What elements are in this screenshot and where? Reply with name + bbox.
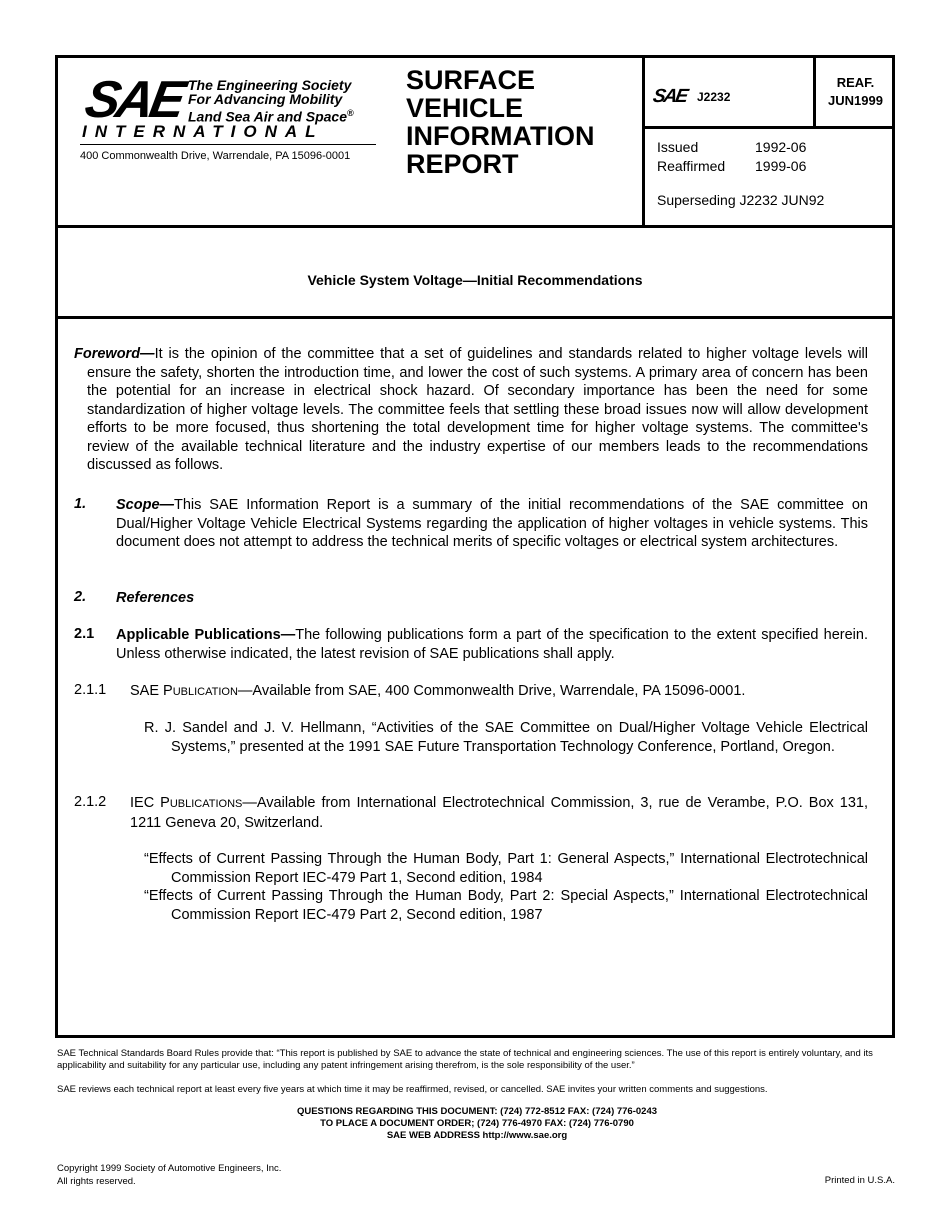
international-wordmark: INTERNATIONAL [82,122,324,141]
sae-small-logo: SAE [651,86,689,107]
doc-number: J2232 [697,90,731,104]
sae-logo: SAE [80,71,187,129]
section-sae-publication: 2.1.1 SAE PUBLICATION—Available from SAE, 400 Commonwealth Drive, Warrendale, PA 15096-0001. [74,682,746,699]
standards-board-rules: SAE Technical Standards Board Rules provide that: “This report is published by SAE to advance the state of technical and engineering sciences. The use of this report is entirely voluntary, and its applicability and suitability for any particular use, including any patent infringement arising therefrom, is the sole responsibility of the user.” [57,1048,873,1071]
contact-questions: QUESTIONS REGARDING THIS DOCUMENT: (724) 772-8512 FAX: (724) 776-0243 [296,1106,658,1117]
contact-order: TO PLACE A DOCUMENT ORDER; (724) 776-4970 FAX: (724) 776-0790 [320,1118,634,1129]
section-applicable-publications: 2.1 Applicable Publications—The following publications form a part of the specification to the extent specified herein. Unless otherwise indicated, the latest revision of SAE publications shall apply. [74,626,868,662]
document-title: Vehicle System Voltage—Initial Recommendations [307,272,643,288]
report-type: SURFACE VEHICLE INFORMATION REPORT [406,65,595,179]
contact-web: SAE WEB ADDRESS http://www.sae.org [386,1130,568,1141]
superseding: Superseding J2232 JUN92 [657,192,825,208]
document-frame [55,55,895,1038]
society-tagline: The Engineering Society For Advancing Mobility Land Sea Air and Space® [188,77,354,125]
issue-dates: Issued 1992-06 Reaffirmed 1999-06 [657,139,807,174]
sae-address: 400 Commonwealth Drive, Warrendale, PA 15096-0001 [80,150,351,162]
divider [80,144,376,145]
sae-logo-block [58,58,398,225]
reaffirmation-cell: REAF. JUN1999 [816,58,895,129]
section-iec-publications: 2.1.2 IEC PUBLICATIONS—Available from International Electrotechnical Commission, 3, rue de Verambe, P.O. Box 131, 1211 Geneva 20, Switzerland. [74,794,868,831]
section-scope: 1. Scope—This SAE Information Report is a summary of the initial recommendations of the SAE committee on Dual/Higher Voltage Vehicle Electrical Systems regarding the application of higher voltages in vehicle systems. This document does not attempt to address the technical merits of specific voltages or electrical system architectures. [74,496,868,550]
reference-iec-part2: “Effects of Current Passing Through the Human Body, Part 2: Special Aspects,” International Electrotechnical Commission Report IEC-479 Part 2, Second edition, 1987 [144,888,868,923]
foreword: Foreword—It is the opinion of the committee that a set of guidelines and standards related to higher voltage levels will ensure the safety, shorten the introduction time, and lower the cost of such systems. A primary area of concern has been the potential for an increase in electrical shock hazard. Of secondary importance has been the need for some standardization of higher voltage levels. The committee feels that settling these broad issues now will allow development efforts to be more focused, thus shortening the total development time for higher voltage systems. The committee's review of the available technical literature and the industry expertise of our members leads to the recommendations discussed as follows. [74,346,868,473]
review-notice: SAE reviews each technical report at least every five years at which time it may be reaffirmed, revised, or cancelled. SAE invites your written comments and suggestions. [57,1084,768,1095]
document-info-box [642,58,895,225]
title-row [58,225,892,319]
footer [57,1048,897,1142]
reference-iec-part1: “Effects of Current Passing Through the Human Body, Part 1: General Aspects,” International Electrotechnical Commission Report IEC-479 Part 1, Second edition, 1984 [144,851,868,886]
doc-number-cell [645,58,816,129]
printed-in: Printed in U.S.A. [824,1175,895,1186]
copyright: Copyright 1999 Society of Automotive Engineers, Inc. All rights reserved. [57,1163,282,1187]
section-references: 2. References [74,589,195,606]
header-row [58,58,892,228]
reference-sandel: R. J. Sandel and J. V. Hellmann, “Activities of the SAE Committee on Dual/Higher Voltage Vehicle Electrical Systems,” presented at the 1991 SAE Future Transportation Technology Conference, Portland, Oregon. [144,720,868,755]
